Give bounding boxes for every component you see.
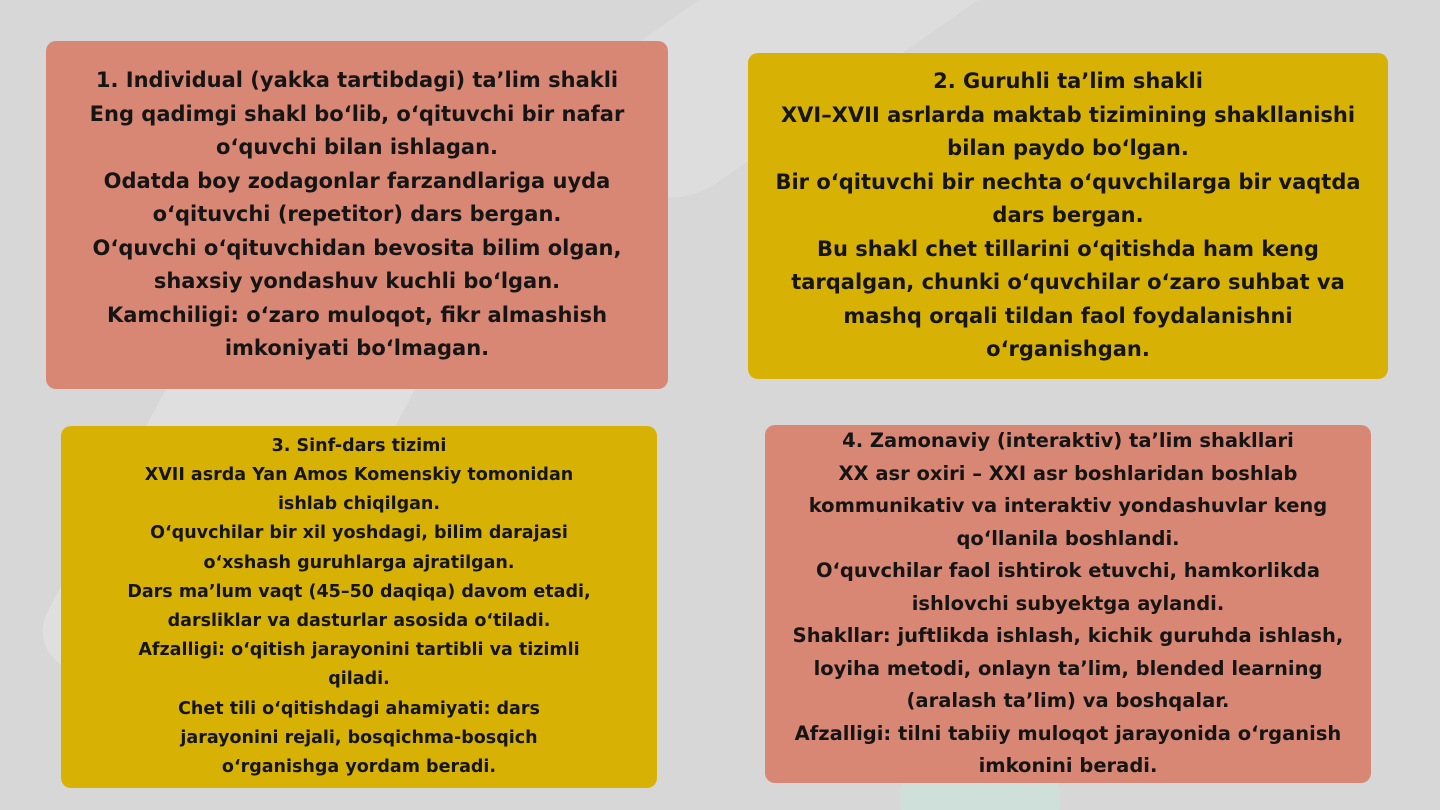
card-line: O‘quvchilar bir xil yoshdagi, bilim darajasi bbox=[150, 523, 568, 544]
card-line: dars bergan. bbox=[992, 203, 1144, 228]
card-title: 4. Zamonaviy (interaktiv) ta’lim shakllari bbox=[842, 429, 1294, 453]
card-line: O‘quvchilar faol ishtirok etuvchi, hamkorlikda bbox=[815, 559, 1321, 583]
card-line: qo‘llanila boshlandi. bbox=[956, 526, 1180, 550]
card-line: Kamchiligi: o‘zaro muloqot, fikr almashish bbox=[106, 302, 608, 327]
card-line: XX asr oxiri – XXI asr boshlaridan boshlab bbox=[838, 461, 1298, 485]
card-line: mashq orqali tildan faol foydalanishni bbox=[843, 303, 1293, 328]
card-individual-learning bbox=[46, 41, 668, 389]
card-line: Eng qadimgi shakl bo‘lib, o‘qituvchi bir nafar bbox=[89, 101, 625, 126]
card-line: (aralash ta’lim) va boshqalar. bbox=[906, 689, 1230, 713]
card-modern-interactive-learning bbox=[765, 425, 1371, 783]
card-line: Chet tili o‘qitishdagi ahamiyati: dars bbox=[178, 698, 540, 719]
card-line: imkonini beradi. bbox=[978, 754, 1158, 778]
card-line: Bu shakl chet tillarini o‘qitishda ham keng bbox=[817, 236, 1319, 261]
card-line: Dars ma’lum vaqt (45–50 daqiqa) davom etadi, bbox=[127, 581, 591, 602]
card-line: o‘qituvchi (repetitor) dars bergan. bbox=[152, 202, 562, 227]
card-line: loyiha metodi, onlayn ta’lim, blended learning bbox=[813, 656, 1323, 680]
card-line: Afzalligi: tilni tabiiy muloqot jarayonida o‘rganish bbox=[794, 721, 1342, 745]
card-line: Afzalligi: o‘qitish jarayonini tartibli va tizimli bbox=[138, 640, 580, 661]
card-group-learning bbox=[748, 53, 1388, 379]
card-title: 2. Guruhli ta’lim shakli bbox=[933, 69, 1203, 94]
card-line: o‘quvchi bilan ishlagan. bbox=[216, 135, 498, 160]
card-line: Odatda boy zodagonlar farzandlariga uyda bbox=[103, 168, 611, 193]
card-line: o‘rganishga yordam beradi. bbox=[221, 757, 497, 778]
card-line: qiladi. bbox=[328, 669, 390, 690]
card-line: jarayonini rejali, bosqichma-bosqich bbox=[180, 727, 538, 748]
card-line: kommunikativ va interaktiv yondashuvlar keng bbox=[808, 494, 1328, 518]
card-line: darsliklar va dasturlar asosida o‘tiladi. bbox=[167, 611, 551, 631]
card-line: XVI–XVII asrlarda maktab tizimining shakllanishi bbox=[780, 102, 1356, 127]
card-line: Bir o‘qituvchi bir nechta o‘quvchilarga bir vaqtda bbox=[775, 169, 1361, 194]
card-line: shaxsiy yondashuv kuchli bo‘lgan. bbox=[153, 269, 561, 294]
card-line: o‘xshash guruhlarga ajratilgan. bbox=[203, 552, 515, 573]
card-class-lesson-system bbox=[61, 426, 657, 788]
card-line: XVII asrda Yan Amos Komenskiy tomonidan bbox=[144, 464, 574, 485]
card-line: O‘quvchi o‘qituvchidan bevosita bilim olgan, bbox=[92, 235, 622, 260]
card-line: tarqalgan, chunki o‘quvchilar o‘zaro suhbat va bbox=[791, 270, 1345, 295]
card-line: imkoniyati bo‘lmagan. bbox=[224, 336, 490, 361]
card-title: 3. Sinf-dars tizimi bbox=[271, 435, 447, 456]
card-line: ishlab chiqilgan. bbox=[277, 494, 441, 515]
card-line: bilan paydo bo‘lgan. bbox=[947, 136, 1189, 161]
card-line: ishlovchi subyektga aylandi. bbox=[911, 591, 1225, 615]
card-line: Shakllar: juftlikda ishlash, kichik guruhda ishlash, bbox=[792, 624, 1344, 648]
card-line: o‘rganishgan. bbox=[986, 337, 1150, 362]
card-title: 1. Individual (yakka tartibdagi) ta’lim shakli bbox=[95, 68, 619, 93]
